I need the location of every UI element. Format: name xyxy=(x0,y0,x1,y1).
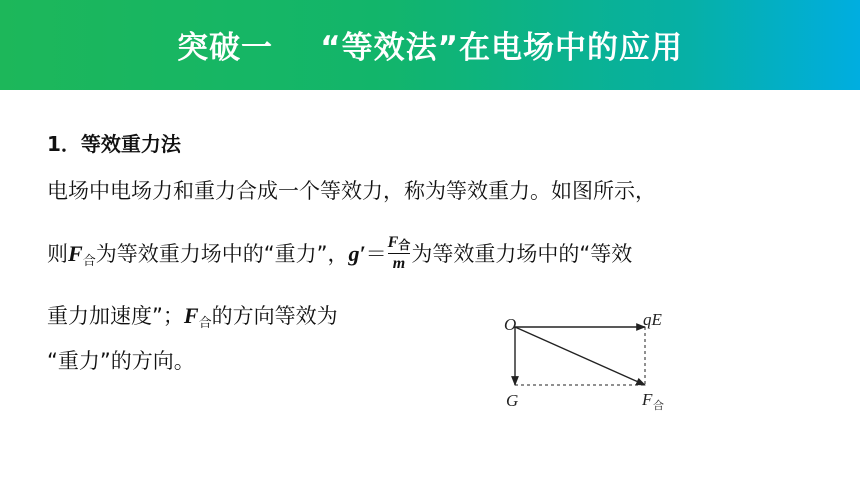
force-diagram xyxy=(495,305,685,415)
force-symbol: F xyxy=(183,303,199,328)
paragraph-line-3 xyxy=(47,300,338,330)
force-symbol: F xyxy=(68,241,83,266)
force-subscript: 合 xyxy=(198,316,212,331)
paragraph-line-4: “重力”的方向。 xyxy=(47,349,195,373)
paragraph-line-2 xyxy=(47,236,632,274)
fraction-denominator: m xyxy=(392,255,406,272)
numerator-symbol: F xyxy=(387,234,399,251)
resultant-force-arrow xyxy=(515,327,645,385)
text-suffix: 为等效重力场中的“等效 xyxy=(411,242,633,266)
text-prefix: 重力加速度”； xyxy=(47,304,184,328)
resultant-label: F xyxy=(642,390,653,409)
origin-label: O xyxy=(504,315,517,334)
text-suffix: 的方向等效为 xyxy=(211,304,338,328)
force-subscript: 合 xyxy=(82,254,96,269)
resultant-subscript: 合 xyxy=(653,399,664,412)
text-mid: 为等效重力场中的“重力”， xyxy=(95,242,349,266)
fraction-numerator xyxy=(388,234,411,252)
paragraph-line-1: 电场中电场力和重力合成一个等效力，称为等效重力。如图所示， xyxy=(47,179,656,203)
g-prime-symbol: g′ xyxy=(348,241,366,266)
section-heading: 1．等效重力法 xyxy=(47,132,181,156)
fraction xyxy=(388,234,411,272)
text-prefix: 则 xyxy=(47,242,68,266)
numerator-subscript: 合 xyxy=(398,238,411,252)
equals-sign: ＝ xyxy=(365,242,387,266)
g-label: G xyxy=(506,391,519,410)
qe-label: qE xyxy=(643,310,662,329)
fraction-bar xyxy=(388,253,411,254)
banner-title: 突破一 “等效法”在电场中的应用 xyxy=(177,30,683,66)
